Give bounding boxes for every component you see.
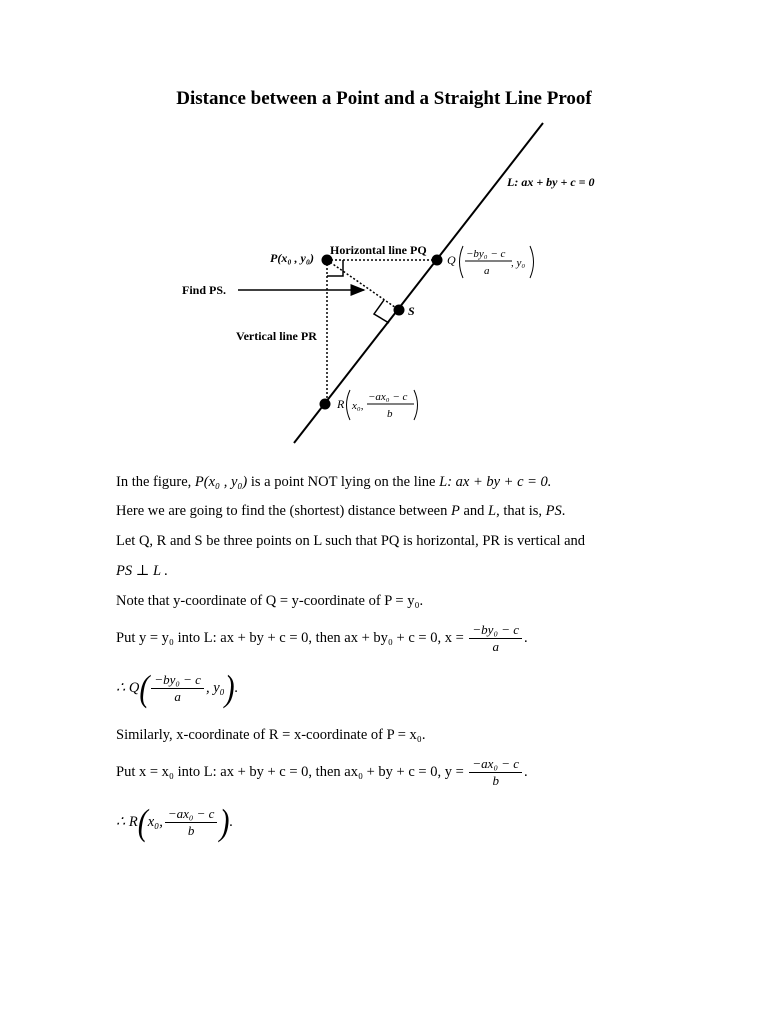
point-P-ref: P(x₀ , y₀) xyxy=(194,474,248,490)
text-fragment: is a point NOT lying on the line xyxy=(247,474,440,490)
fraction-denominator: b xyxy=(187,823,195,838)
fraction-denominator: a xyxy=(492,639,499,654)
left-paren: ( xyxy=(139,667,150,709)
fraction-numerator: −ax₀ − c xyxy=(469,756,522,773)
fraction-y xyxy=(469,756,522,789)
text-fragment: . xyxy=(524,763,528,780)
point-R-label: R xyxy=(337,397,345,411)
point-P-label: P(x₀ , y₀) xyxy=(270,251,315,265)
r-head: x₀, xyxy=(352,400,364,412)
horizontal-line-label: Horizontal line PQ xyxy=(330,243,427,257)
therefore-R: ∴ R xyxy=(116,813,138,830)
text-fragment: In the figure, xyxy=(116,474,195,490)
q-right-paren xyxy=(530,246,534,278)
q-y-coordinate: , y₀ xyxy=(205,679,225,696)
text-fragment: and xyxy=(459,503,489,519)
page-title: Distance between a Point and a Straight Line Proof xyxy=(176,88,592,109)
text-line-2 xyxy=(116,503,565,520)
right-paren: ) xyxy=(224,667,235,709)
fraction-denominator: a xyxy=(174,689,181,704)
line-equation: : ax + by + c = 0. xyxy=(447,474,552,490)
geometry-figure xyxy=(0,0,768,460)
line-L-ref: L xyxy=(439,474,448,490)
point-Q-dot xyxy=(432,255,443,266)
text-line-1 xyxy=(116,474,551,491)
text-fragment: . xyxy=(561,503,566,519)
text-fragment: Put y = y₀ into L: ax + by + c = 0, then ax + by₀ + c = 0, x = xyxy=(116,629,464,646)
r-x-coordinate: x₀, xyxy=(147,813,163,830)
text-fragment: . xyxy=(524,629,528,646)
fraction-denominator: b xyxy=(492,773,499,788)
segment-PS-ref: PS xyxy=(545,503,562,519)
text-line-9 xyxy=(116,756,528,789)
r-denominator: b xyxy=(387,408,393,420)
point-S-dot xyxy=(394,305,405,316)
text-line-8: Similarly, x-coordinate of R = x-coordinate of P = x₀. xyxy=(116,727,426,743)
right-paren: ) xyxy=(219,801,230,843)
text-line-10 xyxy=(116,801,234,843)
text-line-6 xyxy=(116,622,528,655)
text-line-4: PS ⊥ L . xyxy=(116,563,169,579)
fraction-numerator: −by₀ − c xyxy=(469,622,522,639)
text-fragment: Here we are going to find the (shortest) distance between xyxy=(116,503,451,519)
fraction-R xyxy=(165,806,218,839)
text-line-5: Note that y-coordinate of Q = y-coordinate of P = y₀. xyxy=(116,593,424,609)
fraction-x xyxy=(469,622,522,655)
point-R-dot xyxy=(320,399,331,410)
text-fragment: . xyxy=(229,813,234,830)
q-tail: , y₀ xyxy=(511,257,526,269)
vertical-line-label: Vertical line PR xyxy=(236,329,317,343)
r-right-paren xyxy=(414,390,418,420)
point-S-label: S xyxy=(408,304,415,318)
q-numerator: −by₀ − c xyxy=(466,248,506,260)
line-L-ref: L xyxy=(488,503,497,519)
line-L-label: L: ax + by + c = 0 xyxy=(507,175,595,189)
text-fragment: . xyxy=(234,679,239,696)
fraction-numerator: −ax₀ − c xyxy=(165,806,218,823)
perpendicular-segment-PS xyxy=(327,260,399,310)
therefore-Q: ∴ Q xyxy=(116,679,140,696)
text-fragment: Put x = x₀ into L: ax + by + c = 0, then ax₀ + by + c = 0, y = xyxy=(116,763,464,780)
fraction-numerator: −by₀ − c xyxy=(151,672,204,689)
right-angle-marker-S xyxy=(374,300,389,323)
r-left-paren xyxy=(347,390,351,420)
text-line-3: Let Q, R and S be three points on L such that PQ is horizontal, PR is vertical and xyxy=(116,533,586,549)
text-fragment: , that is, xyxy=(496,503,546,519)
q-denominator: a xyxy=(484,265,490,277)
text-line-7 xyxy=(116,667,239,709)
left-paren: ( xyxy=(137,801,148,843)
r-numerator: −ax₀ − c xyxy=(368,391,408,403)
point-Q-label: Q xyxy=(447,253,456,267)
find-label: Find PS. xyxy=(182,283,227,297)
line-L xyxy=(294,123,543,443)
fraction-Q xyxy=(151,672,204,705)
point-P-ref: P xyxy=(451,503,460,519)
q-left-paren xyxy=(460,246,464,278)
